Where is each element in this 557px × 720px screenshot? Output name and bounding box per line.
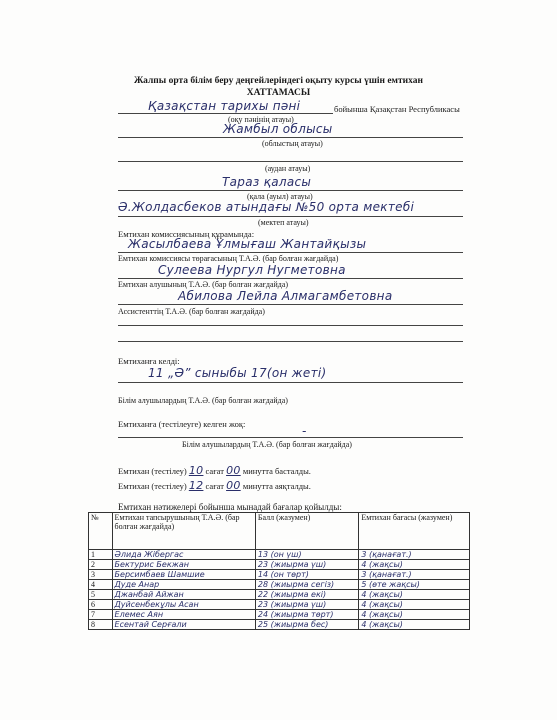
student-grade: 3 (қанағат.) bbox=[359, 570, 470, 580]
examiner-caption: Емтихан алушының Т.А.Ә. (бар болған жағдайда) bbox=[118, 280, 289, 289]
table-row bbox=[89, 610, 470, 620]
column-header-number: № bbox=[89, 513, 113, 550]
student-name: Есентай Серғали bbox=[112, 620, 255, 630]
student-score: 28 (жиырма сегіз) bbox=[255, 580, 358, 590]
results-header-row bbox=[89, 513, 470, 550]
start-mid: сағат bbox=[205, 466, 224, 476]
row-number: 5 bbox=[89, 590, 113, 600]
student-name: Әлида Жібергас bbox=[112, 550, 255, 560]
start-prefix: Емтихан (тестілеу) bbox=[118, 466, 187, 476]
table-row bbox=[89, 590, 470, 600]
table-row bbox=[89, 570, 470, 580]
end-prefix: Емтихан (тестілеу) bbox=[118, 481, 187, 491]
row-number: 7 bbox=[89, 610, 113, 620]
end-suffix: минутта аяқталды. bbox=[242, 481, 311, 491]
student-grade: 4 (жақсы) bbox=[359, 600, 470, 610]
table-row bbox=[89, 560, 470, 570]
came-caption: Білім алушылардың Т.А.Ә. (бар болған жағдайда) bbox=[118, 396, 288, 405]
student-score: 25 (жиырма бес) bbox=[255, 620, 358, 630]
region-value: Жамбыл облысы bbox=[223, 122, 333, 136]
table-row bbox=[89, 550, 470, 560]
document-title: Жалпы орта білім беру деңгейлеріндегі оқыту курсы үшін емтихан bbox=[133, 76, 424, 86]
city-caption: (қала (ауыл) атауы) bbox=[247, 192, 313, 201]
region-line bbox=[118, 137, 463, 138]
row-number: 3 bbox=[89, 570, 113, 580]
table-row bbox=[89, 620, 470, 630]
student-score: 24 (жиырма төрт) bbox=[255, 610, 358, 620]
row-number: 6 bbox=[89, 600, 113, 610]
student-score: 13 (он үш) bbox=[255, 550, 358, 560]
start-minute: 00 bbox=[226, 464, 241, 477]
student-score: 23 (жиырма үш) bbox=[255, 560, 358, 570]
start-hour: 10 bbox=[188, 464, 204, 477]
absent-label: Емтиханға (тестілеуге) келген жоқ: bbox=[118, 419, 246, 429]
assistant-caption: Ассистенттің Т.А.Ә. (бар болған жағдайда) bbox=[118, 307, 265, 316]
subject-caption: (оқу пәнінің атауы) bbox=[228, 115, 294, 124]
student-score: 14 (он төрт) bbox=[255, 570, 358, 580]
column-header-grade: Емтихан бағасы (жазумен) bbox=[359, 513, 470, 550]
results-heading: Емтихан нәтижелері бойынша мынадай бағалар қойылды: bbox=[118, 502, 342, 512]
student-grade: 4 (жақсы) bbox=[359, 560, 470, 570]
absent-caption: Білім алушылардың Т.А.Ә. (бар болған жағдайда) bbox=[182, 440, 352, 449]
student-grade: 4 (жақсы) bbox=[359, 610, 470, 620]
student-grade: 4 (жақсы) bbox=[359, 620, 470, 630]
student-name: Дуйсенбекұлы Асан bbox=[112, 600, 255, 610]
absent-value: - bbox=[302, 424, 307, 438]
subject-line bbox=[118, 113, 333, 114]
subject-value: Қазақстан тарихы пәні bbox=[148, 99, 301, 113]
row-number: 2 bbox=[89, 560, 113, 570]
column-header-score: Балл (жазумен) bbox=[255, 513, 358, 550]
assistant-line bbox=[118, 304, 463, 305]
commission-heading: Емтихан комиссиясының құрамында: bbox=[118, 229, 255, 239]
student-name: Джанбай Айжан bbox=[112, 590, 255, 600]
district-line bbox=[118, 161, 463, 162]
school-line bbox=[118, 216, 463, 217]
city-line bbox=[118, 190, 463, 191]
row-number: 4 bbox=[89, 580, 113, 590]
student-score: 22 (жиырма екі) bbox=[255, 590, 358, 600]
end-time bbox=[118, 479, 311, 492]
commission-chair-line bbox=[118, 252, 463, 253]
region-caption: (облыстың атауы) bbox=[262, 139, 323, 148]
row-number: 1 bbox=[89, 550, 113, 560]
came-line bbox=[118, 382, 463, 383]
subject-suffix: бойынша Қазақстан Республикасы bbox=[334, 104, 460, 114]
district-caption: (аудан атауы) bbox=[265, 164, 311, 173]
city-value: Тараз қаласы bbox=[222, 175, 312, 189]
absent-line bbox=[118, 437, 463, 438]
examiner-line bbox=[118, 278, 463, 279]
student-name: Берсимбаев Шамшие bbox=[112, 570, 255, 580]
student-grade: 4 (жақсы) bbox=[359, 590, 470, 600]
commission-chair-caption: Емтихан комиссиясы төрағасының Т.А.Ә. (бар болған жағдайда) bbox=[118, 254, 339, 263]
commission-chair-value: Жасылбаева Ұлмығаш Жантайқызы bbox=[128, 237, 367, 251]
end-mid: сағат bbox=[205, 481, 224, 491]
student-name: Бектурис Бекжан bbox=[112, 560, 255, 570]
student-name: Дуде Анар bbox=[112, 580, 255, 590]
end-minute: 00 bbox=[226, 479, 241, 492]
assistant-value: Абилова Лейла Алмагамбетовна bbox=[178, 289, 393, 303]
table-row bbox=[89, 600, 470, 610]
student-grade: 3 (қанағат.) bbox=[359, 550, 470, 560]
start-suffix: минутта басталды. bbox=[242, 466, 311, 476]
student-name: Елемес Аян bbox=[112, 610, 255, 620]
student-grade: 5 (өте жақсы) bbox=[359, 580, 470, 590]
examiner-value: Сулеева Нургул Нугметовна bbox=[158, 263, 346, 277]
came-value: 11 „Ә” сыныбы 17(он жеті) bbox=[148, 366, 327, 380]
blank-line-2 bbox=[118, 341, 463, 342]
document-subtitle: ХАТТАМАСЫ bbox=[246, 88, 311, 98]
end-hour: 12 bbox=[188, 479, 204, 492]
blank-line-1 bbox=[118, 325, 463, 326]
start-time bbox=[118, 464, 311, 477]
results-table bbox=[88, 512, 470, 630]
student-score: 23 (жиырма үш) bbox=[255, 600, 358, 610]
table-row bbox=[89, 580, 470, 590]
school-value: Ә.Жолдасбеков атындағы №50 орта мектебі bbox=[118, 200, 415, 214]
came-label: Емтиханға келді: bbox=[118, 356, 180, 366]
column-header-name: Емтихан тапсырушының Т.А.Ә. (бар болған жағдайда) bbox=[112, 513, 255, 550]
row-number: 8 bbox=[89, 620, 113, 630]
school-caption: (мектеп атауы) bbox=[258, 218, 309, 227]
